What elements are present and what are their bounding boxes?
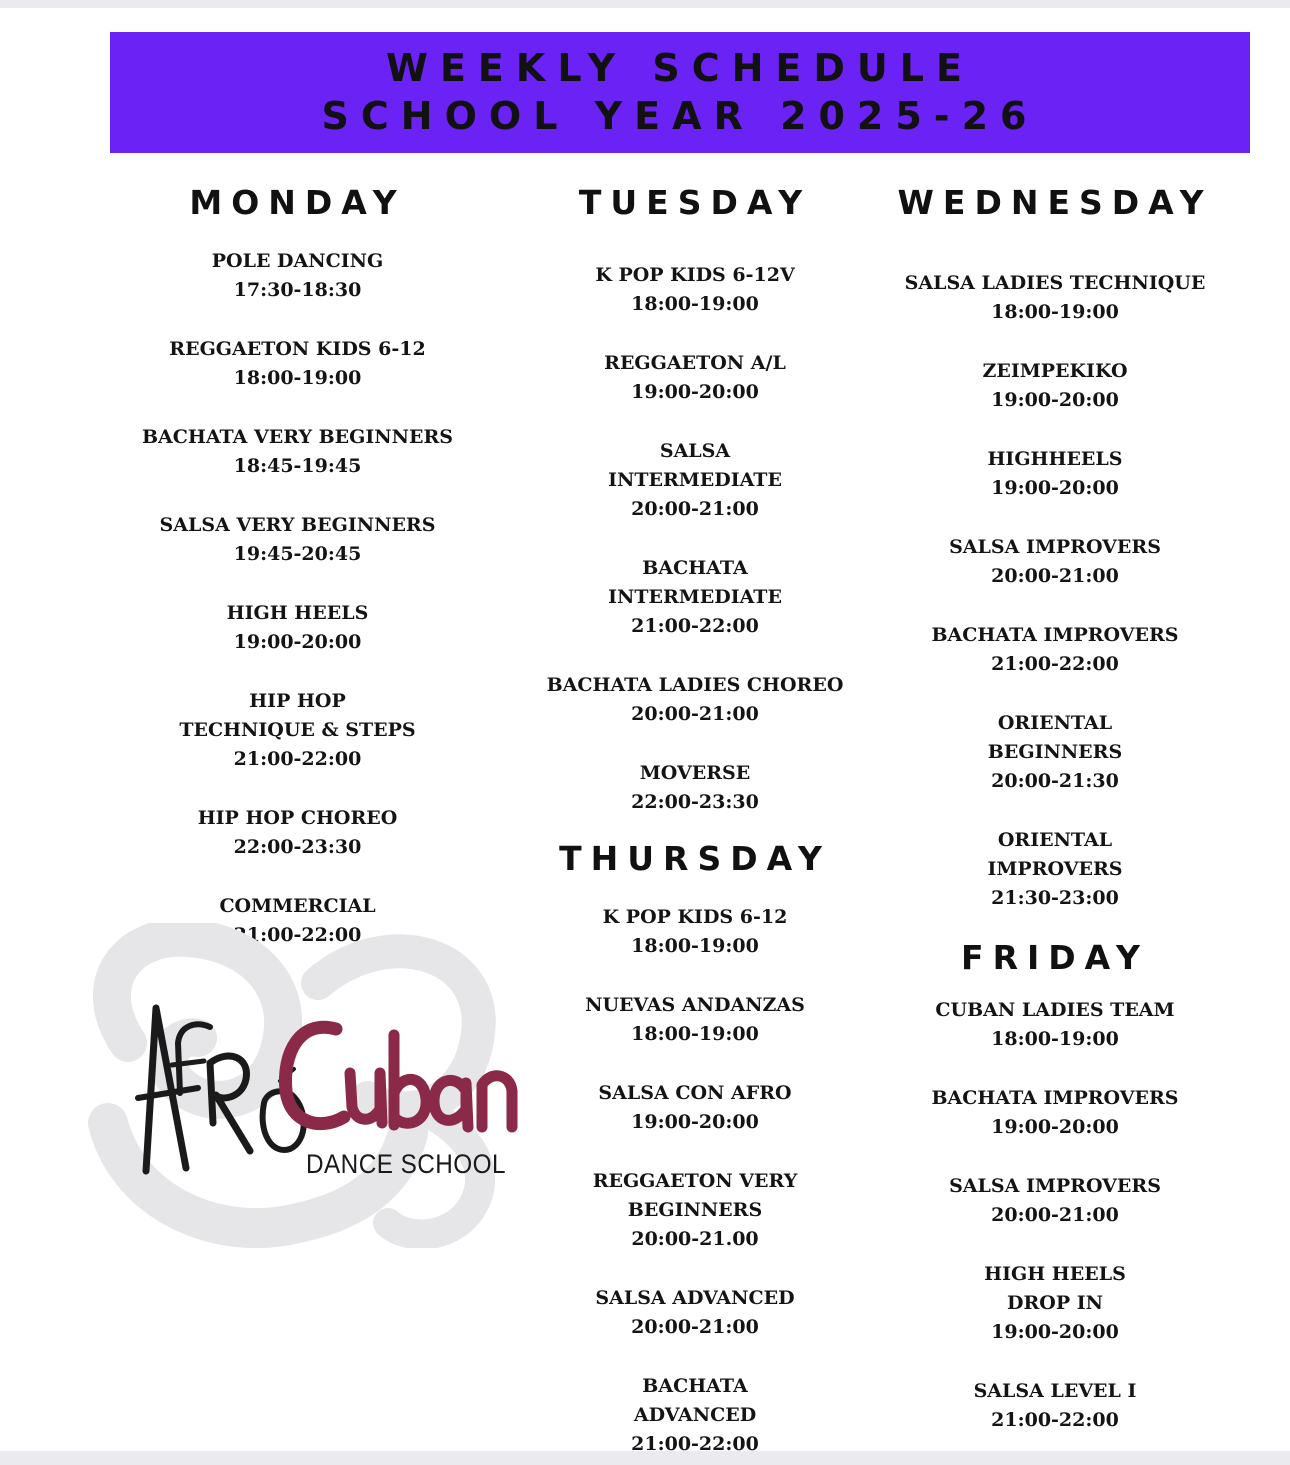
class-name: SALSA ADVANCED <box>595 1287 795 1309</box>
class-name: ORIENTAL IMPROVERS <box>987 829 1123 880</box>
day-column-thursday <box>530 839 860 1451</box>
class-entry <box>885 709 1225 796</box>
class-name: SALSA CON AFRO <box>598 1082 792 1104</box>
class-name: REGGAETON VERY BEGINNERS <box>592 1170 798 1221</box>
class-entry <box>530 759 860 817</box>
class-time: 21:00-22:00 <box>631 615 759 637</box>
class-time: 19:45-20:45 <box>233 543 362 565</box>
class-entry <box>530 1284 860 1342</box>
class-entry <box>530 1372 860 1451</box>
day-column-monday <box>115 183 480 980</box>
class-time: 18:00-19:00 <box>233 367 362 389</box>
class-entry <box>885 1260 1225 1347</box>
day-title: MONDAY <box>189 183 406 222</box>
class-entry <box>885 1377 1225 1435</box>
class-time: 20:00-21.00 <box>631 1228 759 1250</box>
day-column-friday <box>885 938 1225 1451</box>
class-entry <box>530 991 860 1049</box>
class-name: HIP HOP CHOREO <box>197 807 398 829</box>
day-title: FRIDAY <box>961 938 1149 977</box>
class-time: 19:00-20:00 <box>991 389 1119 411</box>
class-name: K POP KIDS 6-12 <box>602 906 788 928</box>
class-time: 22:00-23:30 <box>233 836 362 858</box>
class-list <box>530 903 860 1451</box>
class-entry <box>885 996 1225 1054</box>
class-entry <box>115 423 480 481</box>
day-column-wednesday <box>885 183 1225 943</box>
class-name: SALSA VERY BEGINNERS <box>159 514 436 536</box>
class-entry <box>115 335 480 393</box>
class-list <box>885 269 1225 913</box>
class-list <box>530 261 860 817</box>
class-name: ZEIMPEKIKO <box>982 360 1128 382</box>
class-name: SALSA LADIES TECHNIQUE <box>904 272 1206 294</box>
class-list <box>885 996 1225 1435</box>
class-list <box>115 247 480 950</box>
class-entry <box>885 1084 1225 1142</box>
class-name: SALSA IMPROVERS <box>949 1175 1161 1197</box>
class-name: BACHATA LADIES CHOREO <box>546 674 844 696</box>
class-time: 21:00-22:00 <box>233 748 362 770</box>
header-title-line1: WEEKLY SCHEDULE <box>386 46 974 90</box>
class-name: HIGHHEELS <box>987 448 1123 470</box>
class-time: 17:30-18:30 <box>233 279 362 301</box>
class-entry <box>530 1167 860 1254</box>
class-name: ORIENTAL BEGINNERS <box>987 712 1123 763</box>
class-name: SALSA INTERMEDIATE <box>608 440 782 491</box>
class-name: BACHATA INTERMEDIATE <box>608 557 782 608</box>
class-name: REGGAETON KIDS 6-12 <box>169 338 426 360</box>
class-time: 21:00-22:00 <box>233 924 362 946</box>
day-title: TUESDAY <box>578 183 812 222</box>
class-time: 20:00-21:00 <box>991 565 1119 587</box>
header-title-line2: SCHOOL YEAR 2025-26 <box>321 94 1039 138</box>
class-entry <box>530 903 860 961</box>
class-name: BACHATA IMPROVERS <box>931 624 1179 646</box>
class-entry <box>115 247 480 305</box>
day-column-tuesday <box>530 183 860 847</box>
class-name: COMMERCIAL <box>219 895 376 917</box>
class-time: 18:00-19:00 <box>631 293 759 315</box>
class-time: 22:00-23:30 <box>631 791 759 813</box>
class-name: HIGH HEELS DROP IN <box>984 1263 1126 1314</box>
class-entry <box>115 804 480 862</box>
class-time: 18:45-19:45 <box>233 455 362 477</box>
class-time: 19:00-20:00 <box>233 631 362 653</box>
class-entry <box>885 621 1225 679</box>
class-time: 21:00-22:00 <box>991 1409 1119 1431</box>
class-name: BACHATA ADVANCED <box>633 1375 757 1426</box>
class-time: 19:00-20:00 <box>991 1321 1119 1343</box>
header-banner <box>110 32 1250 153</box>
class-entry <box>530 349 860 407</box>
class-entry <box>885 269 1225 327</box>
class-entry <box>885 1172 1225 1230</box>
class-time: 20:00-21:00 <box>631 498 759 520</box>
class-name: K POP KIDS 6-12V <box>595 264 795 286</box>
class-time: 18:00-19:00 <box>631 1023 759 1045</box>
class-entry <box>115 599 480 657</box>
class-entry <box>530 1079 860 1137</box>
class-name: SALSA IMPROVERS <box>949 536 1161 558</box>
class-name: HIGH HEELS <box>226 602 369 624</box>
class-entry <box>115 511 480 569</box>
class-time: 18:00-19:00 <box>991 301 1119 323</box>
class-name: CUBAN LADIES TEAM <box>935 999 1175 1021</box>
class-time: 21:00-22:00 <box>631 1433 759 1451</box>
class-time: 20:00-21:00 <box>631 1316 759 1338</box>
class-time: 21:30-23:00 <box>991 887 1119 909</box>
class-time: 18:00-19:00 <box>991 1028 1119 1050</box>
day-title: THURSDAY <box>559 839 831 878</box>
class-entry <box>530 671 860 729</box>
class-entry <box>885 445 1225 503</box>
class-name: HIP HOP TECHNIQUE & STEPS <box>179 690 416 741</box>
class-name: BACHATA IMPROVERS <box>931 1087 1179 1109</box>
class-entry <box>530 554 860 641</box>
class-time: 20:00-21:00 <box>631 703 759 725</box>
afrocuban-logo <box>68 923 528 1248</box>
class-name: REGGAETON A/L <box>604 352 786 374</box>
class-time: 19:00-20:00 <box>991 1116 1119 1138</box>
logo-subtitle: DANCE SCHOOL <box>306 1149 506 1179</box>
class-name: MOVERSE <box>639 762 751 784</box>
class-name: POLE DANCING <box>211 250 384 272</box>
class-entry <box>530 437 860 524</box>
class-time: 20:00-21:30 <box>991 770 1119 792</box>
class-entry <box>885 357 1225 415</box>
class-name: NUEVAS ANDANZAS <box>585 994 805 1016</box>
class-entry <box>885 533 1225 591</box>
schedule-sheet <box>0 8 1290 1451</box>
class-name: SALSA LEVEL I <box>973 1380 1137 1402</box>
class-entry <box>115 687 480 774</box>
class-name: BACHATA VERY BEGINNERS <box>141 426 454 448</box>
class-entry <box>885 826 1225 913</box>
class-time: 20:00-21:00 <box>991 1204 1119 1226</box>
class-time: 19:00-20:00 <box>631 381 759 403</box>
class-time: 19:00-20:00 <box>631 1111 759 1133</box>
class-entry <box>530 261 860 319</box>
class-time: 21:00-22:00 <box>991 653 1119 675</box>
class-time: 18:00-19:00 <box>631 935 759 957</box>
class-time: 19:00-20:00 <box>991 477 1119 499</box>
day-title: WEDNESDAY <box>897 183 1213 222</box>
